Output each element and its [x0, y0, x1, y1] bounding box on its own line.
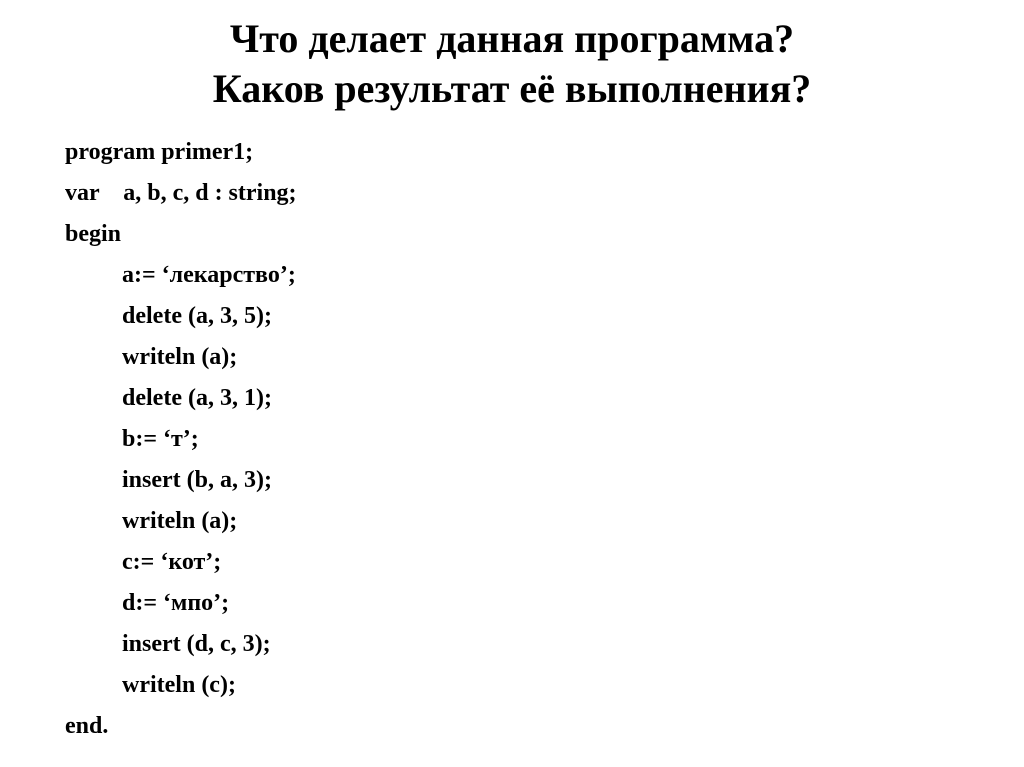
title-line-1: Что делает данная программа? [229, 16, 795, 61]
code-line-insert-2: insert (d, c, 3); [122, 631, 271, 657]
code-line-assign-d: d:= ‘мпо’; [122, 590, 230, 616]
code-line-assign-a: a:= ‘лекарство’; [122, 262, 296, 288]
code-line-end: end. [65, 713, 109, 739]
slide-title [0, 14, 1024, 114]
code-line-insert-1: insert (b, a, 3); [122, 467, 272, 493]
code-line-assign-b: b:= ‘т’; [122, 426, 199, 452]
code-line-delete-1: delete (a, 3, 5); [122, 303, 272, 329]
code-line-delete-2: delete (a, 3, 1); [122, 385, 272, 411]
code-line-begin: begin [65, 221, 122, 247]
code-line-var: var a, b, c, d : string; [65, 180, 297, 206]
title-line-2: Каков результат её выполнения? [212, 66, 812, 111]
code-line-writeln-a-1: writeln (a); [122, 344, 238, 370]
code-line-writeln-a-2: writeln (a); [122, 508, 238, 534]
code-line-writeln-c: writeln (c); [122, 672, 236, 698]
code-line-assign-c: c:= ‘кот’; [122, 549, 222, 575]
code-block [65, 132, 297, 747]
code-line-program: program primer1; [65, 139, 254, 165]
